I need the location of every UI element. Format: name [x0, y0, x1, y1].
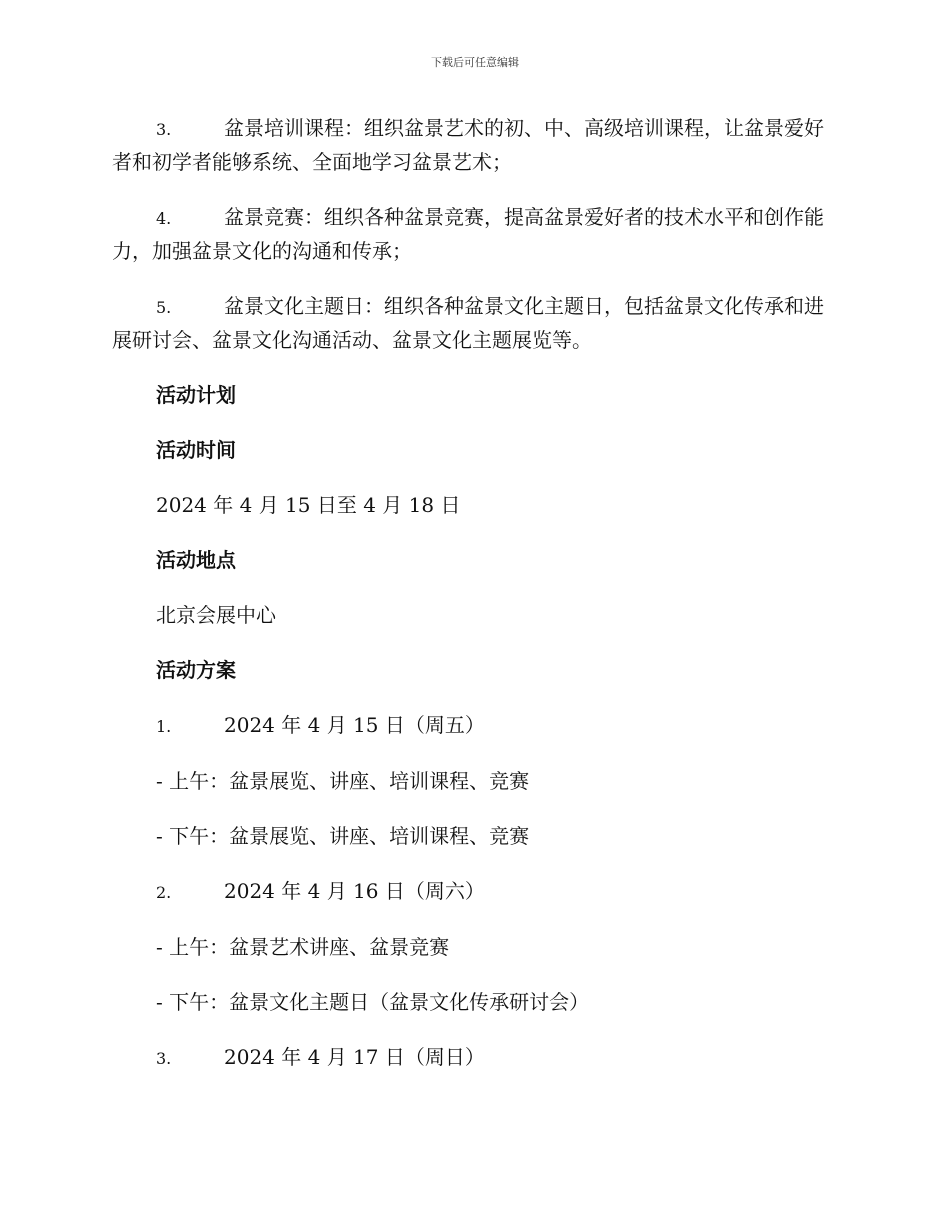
list-number: 4.	[156, 209, 172, 228]
list-number: 2.	[156, 883, 172, 902]
list-text: 盆景竞赛：组织各种盆景竞赛，提高盆景爱好者的技术水平和创作能力，加强盆景文化的沟通和传承；	[112, 205, 824, 263]
place-value: 北京会展中心	[156, 603, 276, 627]
list-number: 3.	[156, 1049, 172, 1068]
list-number: 3.	[156, 120, 172, 139]
scheme-heading: 活动方案	[156, 658, 236, 682]
day-date: 2024 年 4 月 16 日（周六）	[224, 879, 485, 903]
day2-date	[112, 875, 836, 909]
plan-heading: 活动计划	[156, 383, 236, 407]
time-value: 2024 年 4 月 15 日至 4 月 18 日	[156, 493, 461, 517]
list-number: 1.	[156, 717, 172, 736]
day-date: 2024 年 4 月 17 日（周日）	[224, 1045, 485, 1069]
day2-afternoon: - 下午：盆景文化主题日（盆景文化传承研讨会）	[156, 990, 590, 1014]
day1-date	[112, 709, 836, 743]
day1-morning: - 上午：盆景展览、讲座、培训课程、竞赛	[156, 769, 530, 793]
day3-date	[112, 1041, 836, 1075]
page-header: 下载后可任意编辑	[431, 56, 519, 69]
day2-morning: - 上午：盆景艺术讲座、盆景竞赛	[156, 935, 450, 959]
intro-item-3	[112, 112, 836, 179]
time-heading: 活动时间	[156, 438, 236, 462]
place-heading: 活动地点	[156, 548, 236, 572]
intro-item-5	[112, 290, 836, 357]
list-number: 5.	[156, 298, 172, 317]
list-text: 盆景培训课程：组织盆景艺术的初、中、高级培训课程，让盆景爱好者和初学者能够系统、全面地学习盆景艺术；	[112, 116, 824, 174]
list-text: 盆景文化主题日：组织各种盆景文化主题日，包括盆景文化传承和进展研讨会、盆景文化沟通活动、盆景文化主题展览等。	[112, 294, 824, 352]
day1-afternoon: - 下午：盆景展览、讲座、培训课程、竞赛	[156, 824, 530, 848]
document-body	[112, 112, 836, 1097]
day-date: 2024 年 4 月 15 日（周五）	[224, 713, 485, 737]
intro-item-4	[112, 201, 836, 268]
